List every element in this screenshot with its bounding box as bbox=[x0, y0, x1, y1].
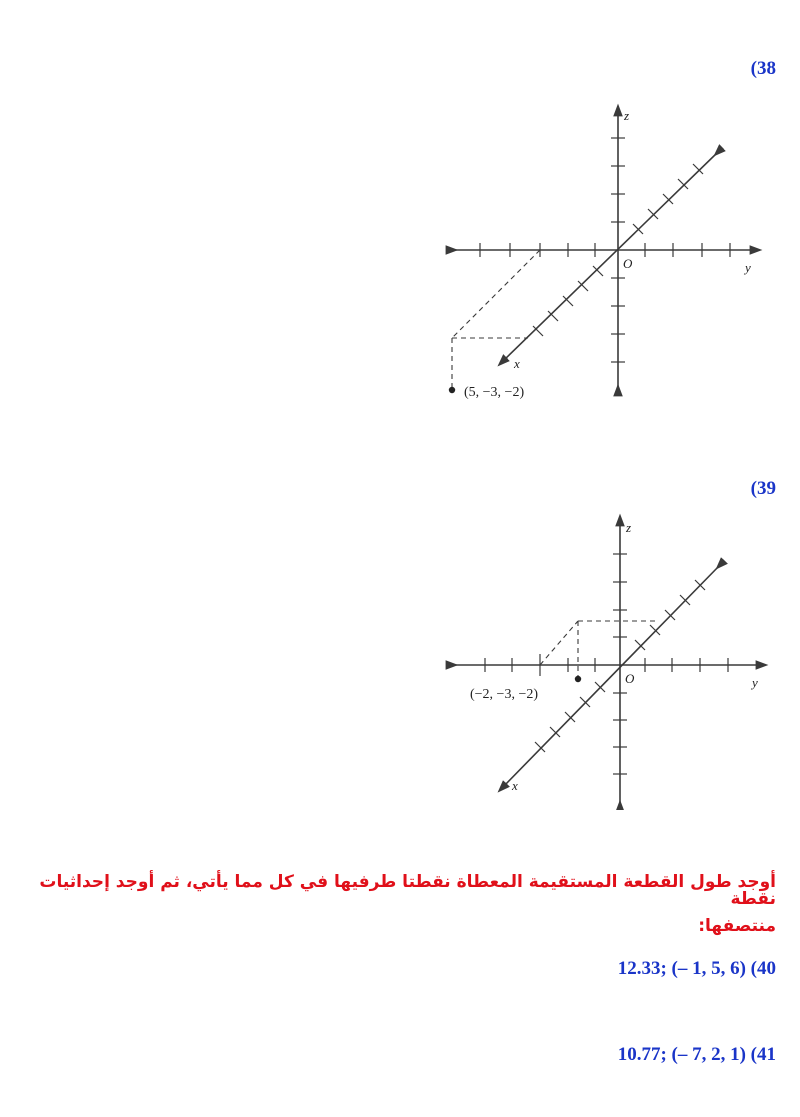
x-axis bbox=[502, 565, 720, 788]
origin-label: O bbox=[625, 671, 635, 686]
point-label: (−2, −3, −2) bbox=[470, 687, 539, 702]
point-label: (5, −3, −2) bbox=[464, 385, 525, 400]
problem-38-number: (38 bbox=[750, 58, 776, 79]
z-axis-label: z bbox=[624, 108, 630, 123]
point-marker bbox=[449, 387, 455, 393]
z-axis-label: z bbox=[626, 520, 632, 535]
problem-39-graph bbox=[440, 510, 770, 810]
instruction-line-1: أوجد طول القطعة المستقيمة المعطاة نقطتا طرفيها في كل مما يأتي، ثم أوجد إحداثيات نقطة bbox=[39, 872, 776, 909]
point-marker bbox=[575, 676, 581, 682]
x-axis bbox=[502, 152, 718, 362]
answer-40: 12.33; (– 1, 5, 6) (40 bbox=[617, 958, 776, 979]
problem-38-graph bbox=[440, 100, 770, 420]
instruction-line-2: منتصفها: bbox=[698, 916, 776, 936]
origin-label: O bbox=[623, 256, 633, 271]
answer-41: 10.77; (– 7, 2, 1) (41 bbox=[617, 1044, 776, 1065]
y-axis-label: y bbox=[752, 675, 758, 690]
y-axis-label: y bbox=[745, 260, 751, 275]
x-axis-label: x bbox=[512, 778, 518, 793]
x-axis-label: x bbox=[514, 356, 520, 371]
problem-39-number: (39 bbox=[750, 478, 776, 499]
